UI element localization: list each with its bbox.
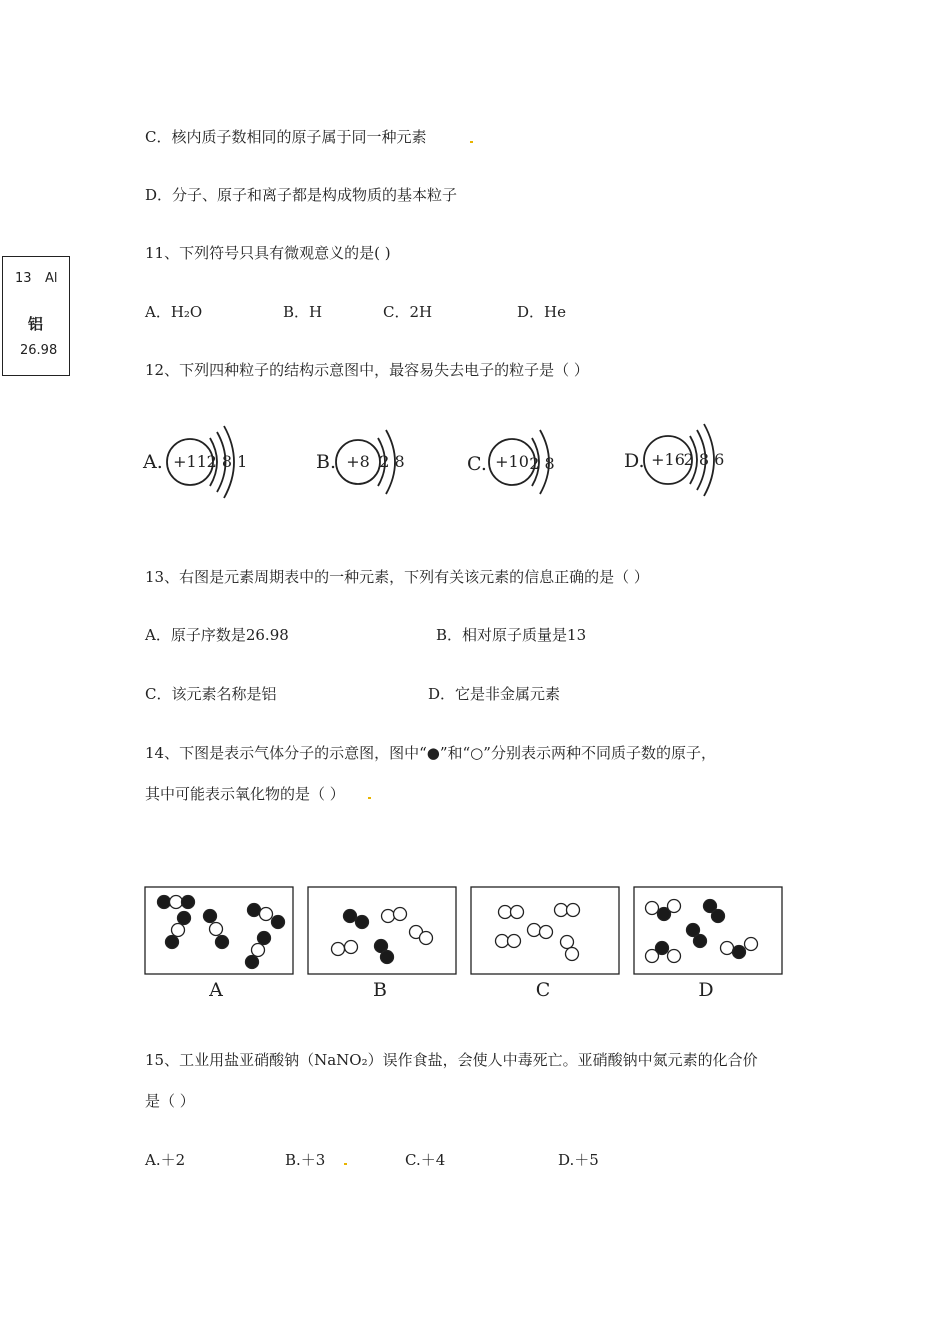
element-name: 铝	[28, 315, 44, 333]
atom-b-core: +8	[346, 452, 370, 471]
highlight-dot	[368, 797, 371, 799]
atom-c	[467, 430, 555, 494]
question-14-line2: 其中可能表示氧化物的是（ ）	[145, 785, 345, 803]
highlight-dot	[344, 1163, 347, 1165]
atom-a-core: +11	[173, 452, 207, 471]
q11-option-b: B．H	[283, 303, 323, 321]
q13-option-c: C．该元素名称是铝	[145, 685, 277, 703]
q13-option-a: A．原子序数是26.98	[145, 626, 289, 644]
atom-b	[316, 430, 405, 494]
q15-option-d: D.＋5	[558, 1151, 599, 1169]
question-12: 12、下列四种粒子的结构示意图中，最容易失去电子的粒子是（ ）	[145, 361, 589, 379]
atom-a-electrons: 2 8 1	[206, 452, 248, 471]
q15-option-c: C.＋4	[405, 1151, 446, 1169]
atom-c-label: C.	[467, 453, 487, 475]
q15-option-a: A.＋2	[145, 1151, 186, 1169]
statement-d: D．分子、原子和离子都是构成物质的基本粒子	[145, 186, 458, 204]
atom-a	[142, 426, 247, 498]
box-c-label: C	[535, 979, 551, 1001]
q13-option-d: D．它是非金属元素	[428, 685, 561, 703]
question-14-line1: 14、下图是表示气体分子的示意图，图中“●”和“○”分别表示两种不同质子数的原子，	[145, 744, 716, 762]
q13-option-b: B．相对原子质量是13	[436, 626, 587, 644]
q11-option-a: A．H₂O	[145, 303, 203, 321]
atom-a-label: A.	[143, 451, 163, 473]
question-13: 13、右图是元素周期表中的一种元素，下列有关该元素的信息正确的是（ ）	[145, 568, 649, 586]
box-a-label: A	[209, 979, 223, 1001]
atomic-number: 13	[15, 271, 32, 286]
highlight-dot	[470, 141, 473, 143]
atom-d-label: D.	[624, 450, 645, 472]
atom-diagrams	[140, 420, 760, 500]
atom-c-core: +10	[495, 452, 529, 471]
molecule-diagrams	[144, 886, 789, 1001]
q15-option-b: B.＋3	[285, 1151, 326, 1169]
question-15-line1: 15、工业用盐亚硝酸钠（NaNO₂）误作食盐，会使人中毒死亡。亚硝酸钠中氮元素的化合价	[145, 1051, 758, 1069]
question-11: 11、下列符号只具有微观意义的是( )	[145, 244, 391, 262]
statement-c: C．核内质子数相同的原子属于同一种元素	[145, 128, 427, 146]
element-symbol: Al	[45, 271, 58, 286]
atom-d-electrons: 2 8 6	[683, 450, 725, 469]
box-b-label: B	[373, 979, 387, 1001]
atom-d	[624, 424, 724, 496]
atom-d-core: +16	[651, 450, 685, 469]
q11-option-d: D．He	[517, 303, 566, 321]
atom-b-label: B.	[316, 451, 337, 473]
atom-b-electrons: 2 8	[379, 452, 405, 471]
q11-option-c: C．2H	[383, 303, 433, 321]
question-15-line2: 是（ ）	[145, 1092, 195, 1110]
box-d-label: D	[698, 979, 714, 1001]
atom-c-electrons: 2 8	[529, 454, 555, 473]
element-tile	[2, 256, 70, 376]
atomic-mass: 26.98	[20, 343, 58, 358]
